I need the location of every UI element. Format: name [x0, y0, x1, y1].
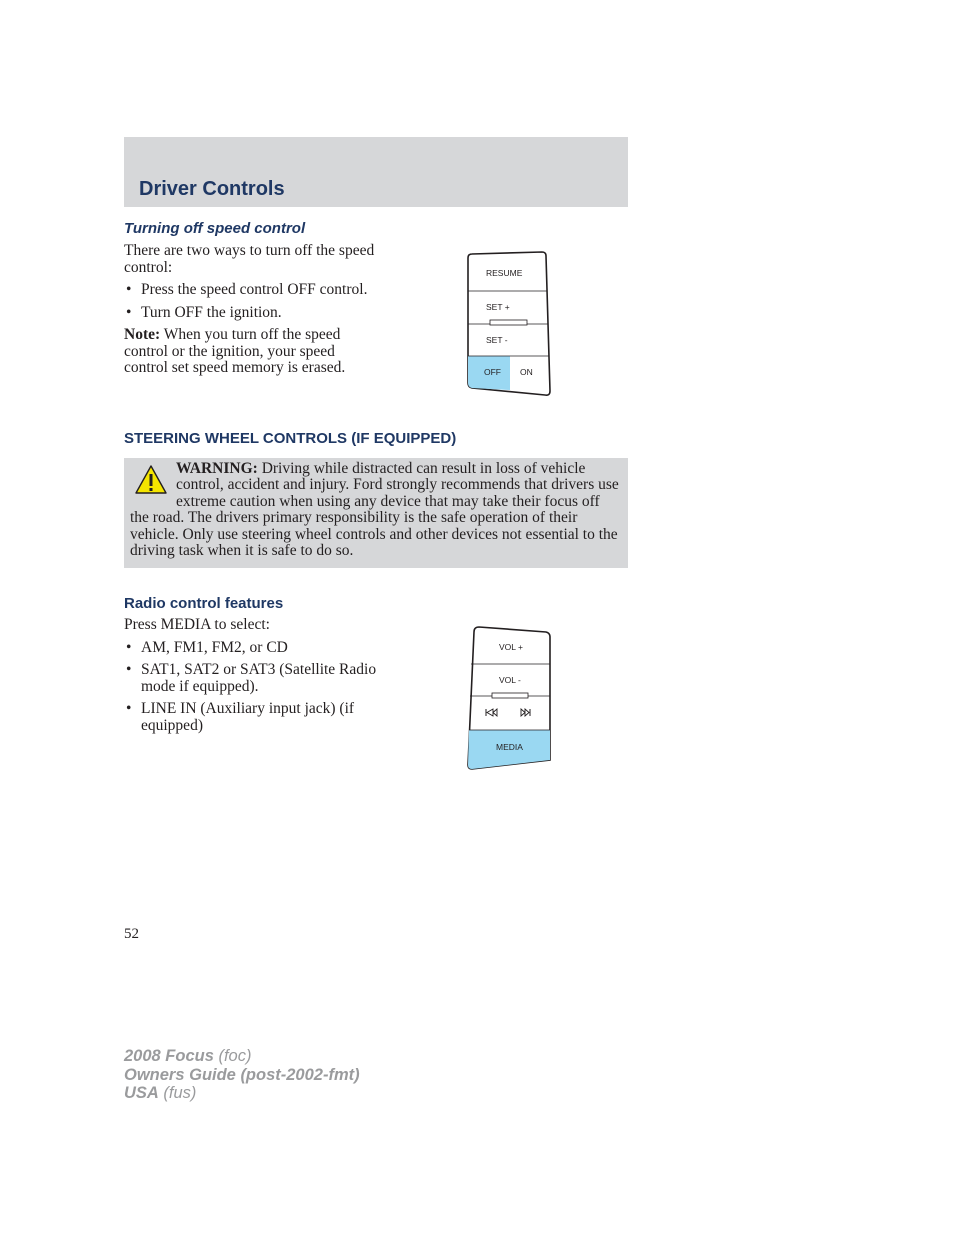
- section-title: Driver Controls: [139, 178, 285, 200]
- speed-control-switch-illustration: [462, 248, 558, 400]
- list-item: • SAT1, SAT2 or SAT3 (Satellite Radio mode if equipped).: [124, 662, 378, 695]
- warning-text: [130, 461, 622, 559]
- speed-control-list: [124, 282, 378, 321]
- steering-wheel-heading: STEERING WHEEL CONTROLS (IF EQUIPPED): [124, 430, 457, 447]
- radio-intro: Press MEDIA to select:: [124, 616, 270, 633]
- note-text: When you turn off the speed control or the ignition, your speed control set speed memory is erased.: [124, 326, 346, 376]
- speed-control-text: [124, 243, 378, 383]
- radio-heading: Radio control features: [124, 595, 284, 612]
- document-footer: [124, 1047, 360, 1103]
- warning-box: [124, 458, 628, 568]
- list-item: • Turn OFF the ignition.: [124, 305, 378, 322]
- radio-list: [124, 640, 378, 735]
- vol-minus-label: VOL -: [499, 675, 521, 685]
- off-label: OFF: [484, 367, 501, 377]
- footer-line-1: 2008 Focus (foc): [124, 1047, 252, 1065]
- vol-plus-label: VOL +: [499, 642, 524, 652]
- warning-label: WARNING:: [176, 460, 258, 477]
- speed-control-note: [124, 327, 378, 377]
- warning-body: Driving while distracted can result in loss of vehicle control, accident and injury. Ford strongly recommends that drivers use extreme caution when using any device that may take their focus off the road. The drivers primary responsibility is the safe operation of their vehicle. Only use steering wheel controls and other devices not essential to the driving task when it is safe to do so.: [130, 460, 619, 560]
- on-label: ON: [520, 367, 533, 377]
- section-header-band: [124, 137, 628, 207]
- footer-line-2: Owners Guide (post-2002-fmt): [124, 1065, 360, 1084]
- page-number: 52: [124, 926, 139, 942]
- warning-triangle-icon: [134, 464, 168, 496]
- speed-control-heading: Turning off speed control: [124, 220, 306, 237]
- radio-controls-illustration: [462, 622, 558, 774]
- list-item: • LINE IN (Auxiliary input jack) (if equipped): [124, 701, 378, 734]
- speed-control-intro: There are two ways to turn off the speed control:: [124, 242, 375, 276]
- list-item: • AM, FM1, FM2, or CD: [124, 640, 378, 657]
- media-label: MEDIA: [496, 742, 523, 752]
- footer-line-3: USA (fus): [124, 1084, 197, 1102]
- set-plus-label: SET +: [486, 302, 510, 312]
- resume-label: RESUME: [486, 268, 523, 278]
- note-label: Note:: [124, 326, 161, 343]
- radio-text: [124, 617, 378, 740]
- set-minus-label: SET -: [486, 335, 508, 345]
- list-item: • Press the speed control OFF control.: [124, 282, 378, 299]
